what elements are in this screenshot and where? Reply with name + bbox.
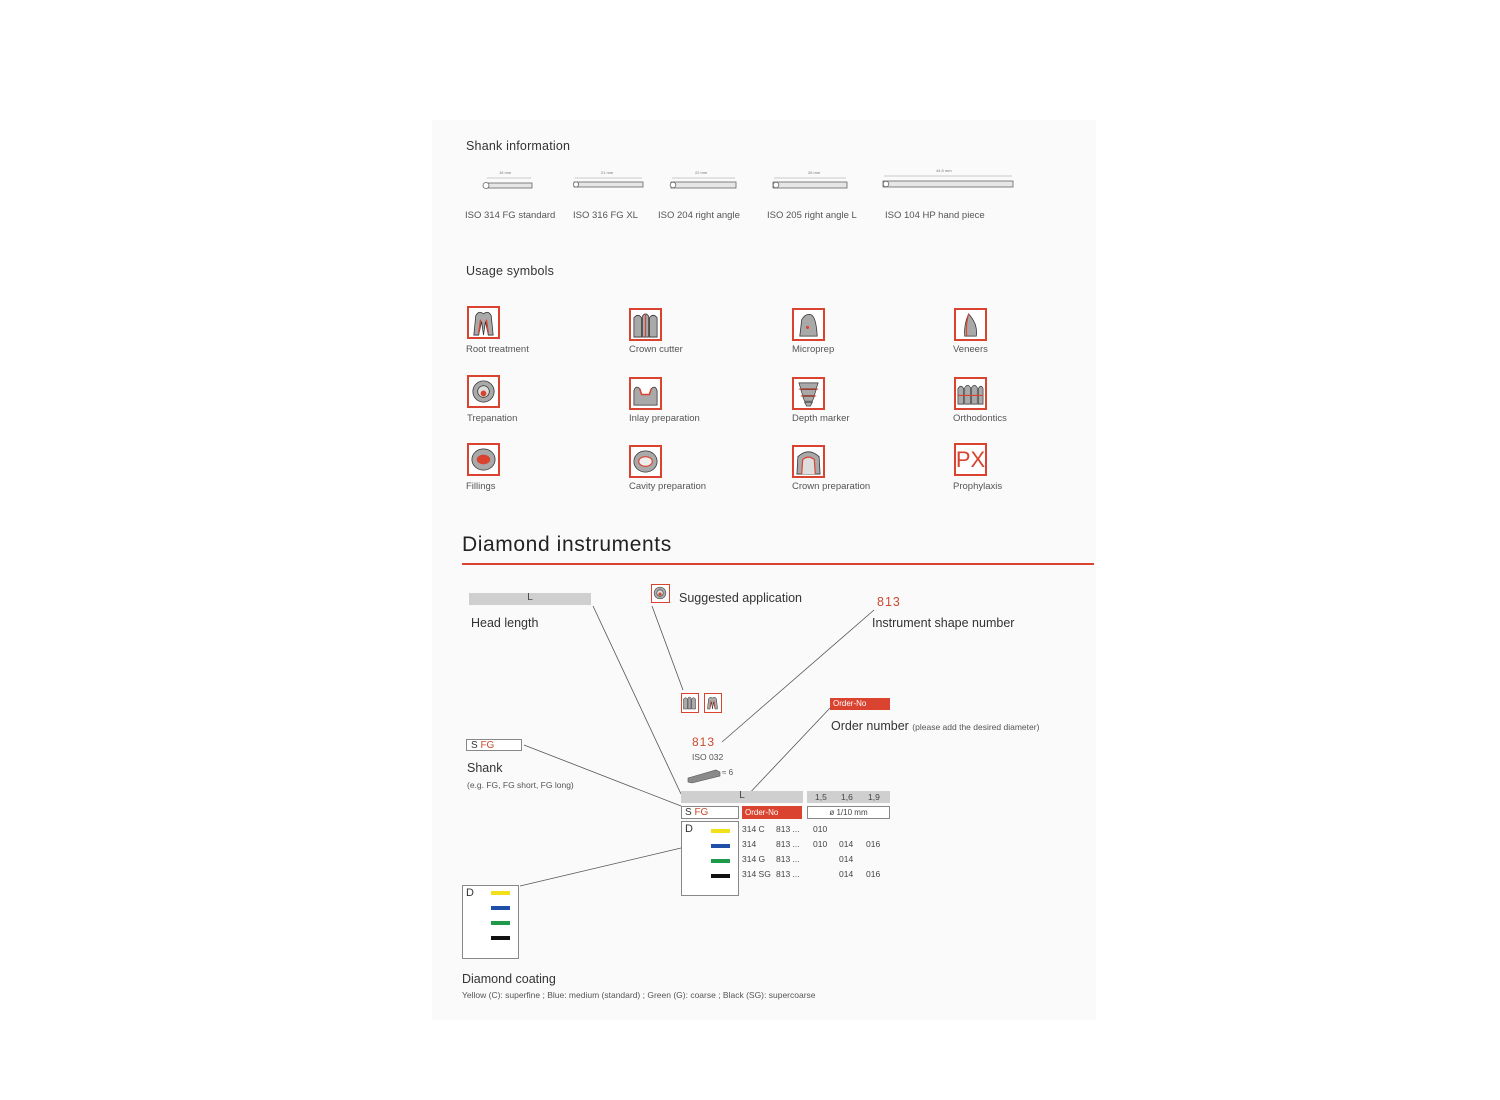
row-4-code: 314 SG — [742, 869, 771, 879]
row-3-code: 314 G — [742, 854, 766, 864]
table-head-length-bar — [681, 791, 803, 803]
row-2-code: 314 — [742, 839, 757, 849]
shank-note: (e.g. FG, FG short, FG long) — [467, 780, 574, 790]
diameter-3: 1,9 — [868, 792, 880, 802]
table-shank-cell — [681, 806, 739, 819]
shank-label-iso-204: ISO 204 right angle — [658, 210, 740, 221]
suggested-application-label: Suggested application — [679, 591, 803, 605]
diameter-1: 1,5 — [815, 792, 827, 802]
table-head-length-symbol: L — [739, 790, 745, 801]
shape-number-value: 813 — [877, 595, 901, 609]
diamond-coating-note: Yellow (C): superfine ; Blue: medium (standard) ; Green (G): coarse ; Black (SG): supercoarse — [462, 990, 816, 1000]
diameter-2: 1,6 — [841, 792, 853, 802]
crown-preparation-label: Crown preparation — [792, 481, 871, 492]
row-4-col-2: 014 — [839, 869, 854, 879]
shank-label-iso-205: ISO 205 right angle L — [767, 210, 857, 221]
coating-yellow-swatch — [491, 891, 510, 895]
shape-number-label: Instrument shape number — [872, 616, 1015, 630]
root-treatment-small-icon — [704, 693, 722, 713]
coating-blue-swatch — [491, 906, 510, 910]
head-length-symbol: L — [527, 592, 533, 603]
veneers-label: Veneers — [953, 344, 988, 355]
row-4-order: 813 ... — [776, 869, 800, 879]
table-color-green — [711, 859, 730, 863]
order-number-badge: Order-No — [830, 698, 890, 710]
row-1-order: 813 ... — [776, 824, 800, 834]
shank-label-iso-314: ISO 314 FG standard — [465, 210, 556, 221]
shank-callout-box — [466, 739, 522, 751]
diameter-header — [807, 791, 890, 803]
table-color-yellow — [711, 829, 730, 833]
coating-black-swatch — [491, 936, 510, 940]
diamond-coating-box — [462, 885, 519, 959]
shank-length-1: 16 mm — [499, 170, 512, 175]
shank-length-4: 26 mm — [808, 170, 821, 175]
row-2-col-3: 016 — [866, 839, 881, 849]
table-order-badge: Order-No — [742, 806, 802, 819]
shank-label: Shank — [467, 761, 503, 775]
cavity-preparation-label: Cavity preparation — [629, 481, 707, 492]
usage-symbols-title: Usage symbols — [466, 264, 555, 278]
row-1-col-1: 010 — [813, 824, 828, 834]
row-4-col-3: 016 — [866, 869, 881, 879]
shank-length-5: 44,5 mm — [936, 168, 952, 173]
instrument-factor: ≈ 6 — [722, 768, 734, 777]
crown-cutter-label: Crown cutter — [629, 344, 683, 355]
row-3-col-2: 014 — [839, 854, 854, 864]
shank-length-2: 21 mm — [601, 170, 614, 175]
shank-length-3: 22 mm — [695, 170, 708, 175]
crown-cutter-small-icon — [681, 693, 699, 713]
inlay-preparation-label: Inlay preparation — [629, 413, 700, 424]
shank-label-iso-316: ISO 316 FG XL — [573, 210, 638, 221]
shank-callout-fg: FG — [480, 740, 495, 751]
order-number-label-text: Order number — [831, 719, 909, 733]
prophylaxis-label: Prophylaxis — [953, 481, 1003, 492]
shank-callout-s: S — [471, 740, 478, 751]
diameter-unit: ø 1/10 mm — [807, 806, 890, 819]
suggested-application-icon — [651, 584, 670, 603]
order-number-label — [831, 719, 1039, 733]
table-shank-fg: FG — [694, 807, 709, 818]
fillings-label: Fillings — [466, 481, 496, 492]
depth-marker-label: Depth marker — [792, 413, 850, 424]
head-length-label: Head length — [471, 616, 539, 630]
row-2-col-1: 010 — [813, 839, 828, 849]
microprep-label: Microprep — [792, 344, 835, 355]
head-length-bar — [469, 593, 591, 605]
row-3-order: 813 ... — [776, 854, 800, 864]
row-2-order: 813 ... — [776, 839, 800, 849]
shank-label-iso-104: ISO 104 HP hand piece — [885, 210, 985, 221]
table-shank-s: S — [685, 807, 692, 818]
prophylaxis-px-text: PX — [955, 446, 986, 472]
row-1-code: 314 C — [742, 824, 765, 834]
diamond-coating-label: Diamond coating — [462, 972, 556, 986]
instrument-number: 813 — [692, 735, 716, 749]
instrument-iso: ISO 032 — [692, 752, 724, 762]
root-treatment-label: Root treatment — [466, 344, 529, 355]
diamond-instruments-title: Diamond instruments — [462, 533, 672, 556]
table-color-blue — [711, 844, 730, 848]
shank-information-title: Shank information — [466, 139, 571, 153]
coating-green-swatch — [491, 921, 510, 925]
diamond-bur-head-icon — [686, 766, 724, 784]
orthodontics-label: Orthodontics — [953, 413, 1007, 424]
table-color-black — [711, 874, 730, 878]
row-2-col-2: 014 — [839, 839, 854, 849]
trepanation-label: Trepanation — [467, 413, 518, 424]
coating-legend-cell — [681, 821, 739, 896]
order-number-note: (please add the desired diameter) — [912, 722, 1040, 732]
table-d-label: D — [685, 823, 693, 835]
coating-d-label: D — [466, 887, 474, 899]
